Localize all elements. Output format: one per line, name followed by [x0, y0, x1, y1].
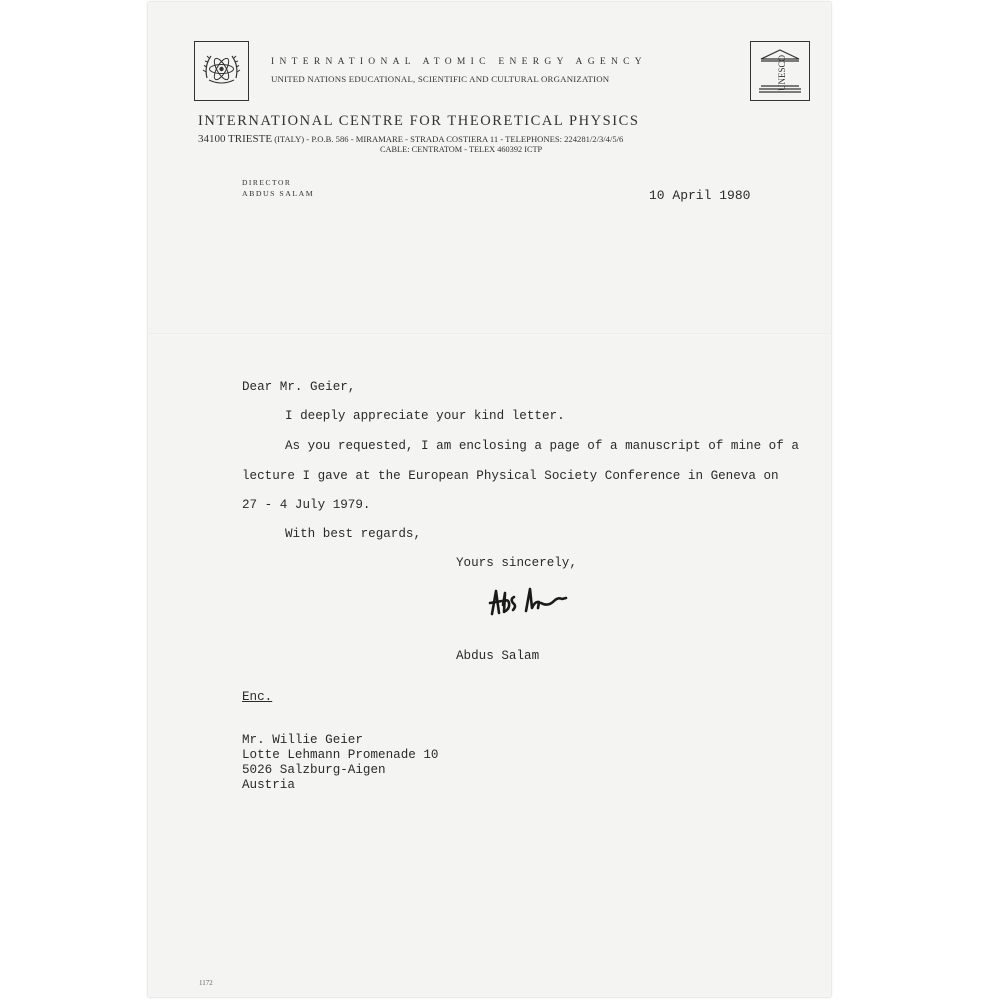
- unesco-logo-text: UNESCO: [777, 54, 787, 92]
- paper-fold-line: [148, 333, 831, 335]
- unesco-name: UNITED NATIONS EDUCATIONAL, SCIENTIFIC AND CULTURAL ORGANIZATION: [271, 74, 610, 84]
- enclosure-note: Enc.: [242, 690, 273, 704]
- recipient-country: Austria: [242, 778, 295, 792]
- form-code: 1172: [199, 979, 213, 987]
- salutation: Dear Mr. Geier,: [242, 380, 356, 394]
- address-country: (ITALY): [272, 134, 305, 144]
- centre-address: [198, 133, 623, 145]
- unesco-temple-logo-icon: [750, 41, 810, 101]
- centre-name: INTERNATIONAL CENTRE FOR THEORETICAL PHYSICS: [198, 113, 640, 129]
- signatory-name: Abdus Salam: [456, 649, 540, 663]
- handwritten-signature: [486, 581, 576, 626]
- recipient-city: 5026 Salzburg-Aigen: [242, 763, 386, 777]
- body-paragraph-1: I deeply appreciate your kind letter.: [285, 409, 565, 423]
- body-paragraph-2-line-2: lecture I gave at the European Physical Society Conference in Geneva on: [242, 469, 779, 483]
- letter-date: 10 April 1980: [649, 188, 751, 203]
- cable-telex: CABLE: CENTRATOM - TELEX 460392 ICTP: [380, 145, 543, 154]
- director-name: ABDUS SALAM: [242, 189, 315, 198]
- closing-line: Yours sincerely,: [456, 556, 577, 570]
- regards-line: With best regards,: [285, 527, 422, 541]
- body-paragraph-2-line-1: As you requested, I am enclosing a page of a manuscript of mine of a: [285, 439, 799, 453]
- address-details: - P.O.B. 586 - MIRAMARE - STRADA COSTIERA 11 - TELEPHONES: 224281/2/3/4/5/6: [304, 134, 624, 144]
- agency-name: INTERNATIONAL ATOMIC ENERGY AGENCY: [271, 57, 647, 67]
- recipient-name: Mr. Willie Geier: [242, 733, 363, 747]
- letter-page: [148, 2, 831, 997]
- director-label: DIRECTOR: [242, 178, 292, 187]
- address-city: 34100 TRIESTE: [198, 133, 273, 145]
- body-paragraph-2-line-3: 27 - 4 July 1979.: [242, 498, 371, 512]
- recipient-street: Lotte Lehmann Promenade 10: [242, 748, 439, 762]
- iaea-atom-emblem-icon: [194, 41, 249, 101]
